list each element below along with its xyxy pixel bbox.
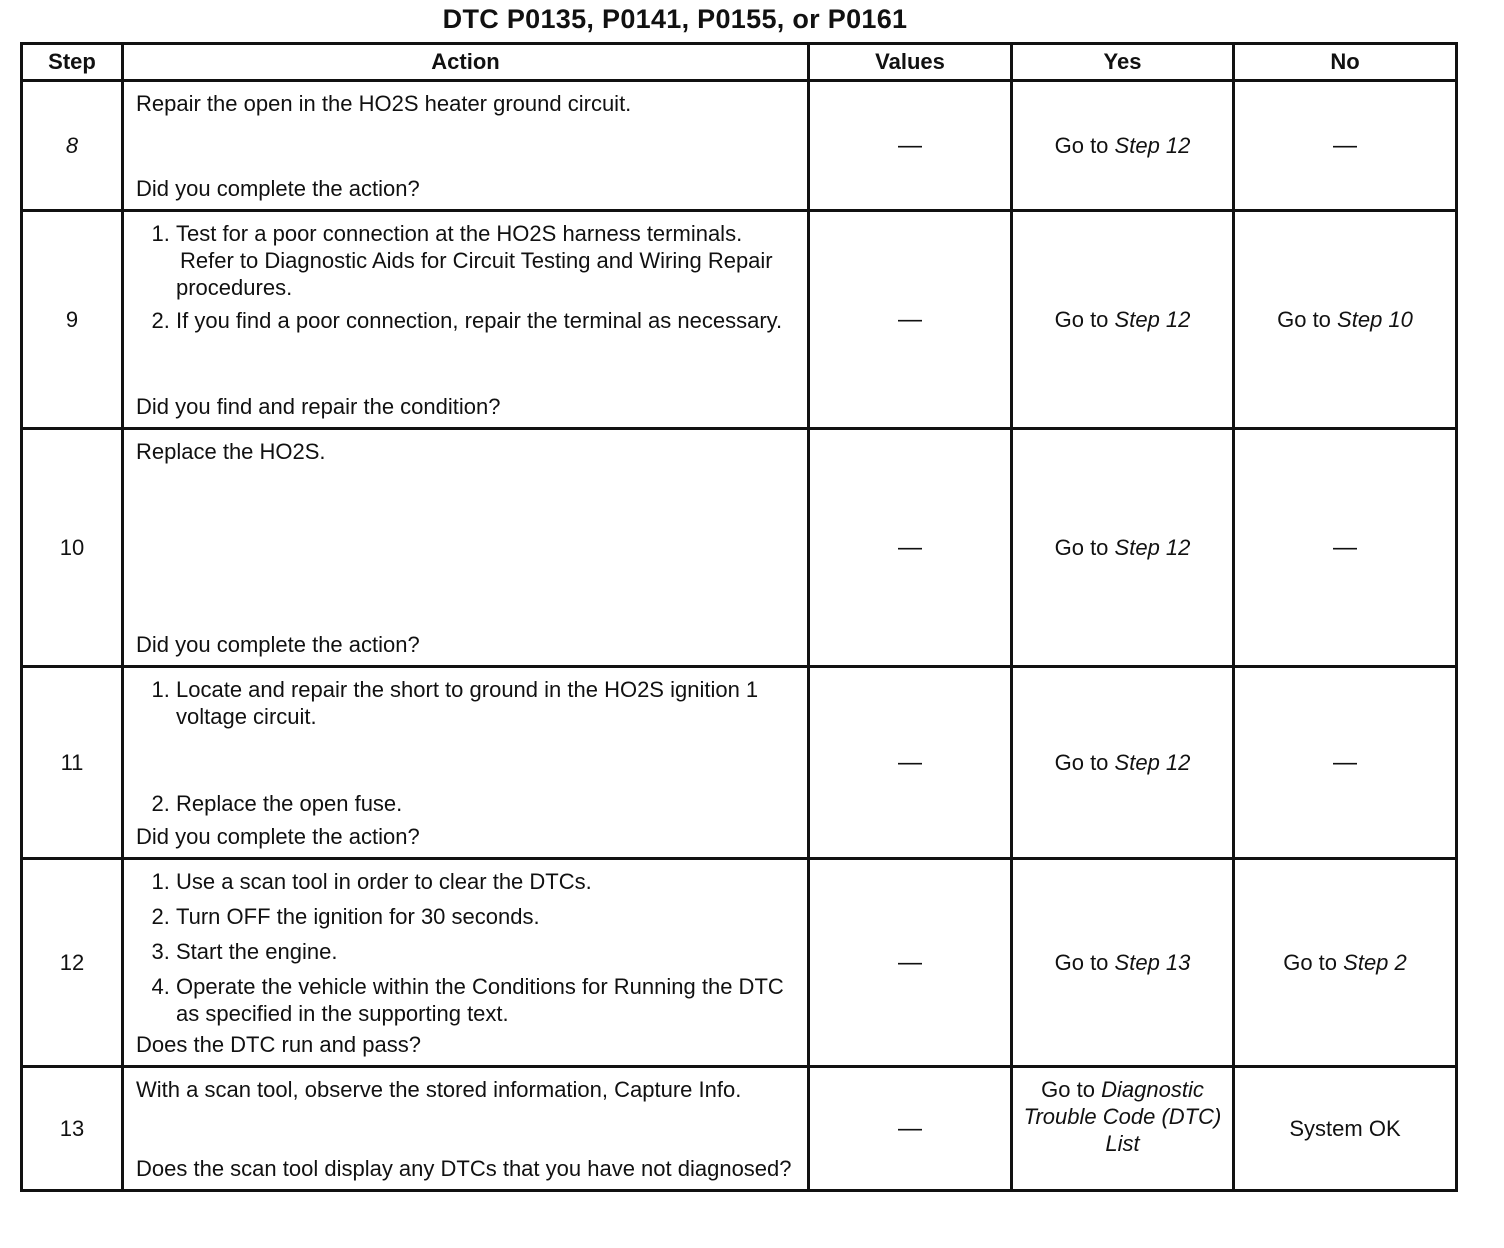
action-item: 4. Operate the vehicle within the Conditions for Running the DTC as specified in the supporting text. [176, 973, 797, 1027]
yes-cell [1012, 81, 1234, 211]
action-cell [123, 429, 809, 667]
step-number: 13 [22, 1067, 123, 1191]
col-header-action: Action [123, 44, 809, 81]
step-number: 11 [22, 667, 123, 859]
no-target-link[interactable]: Step 10 [1337, 307, 1413, 332]
yes-prefix: Go to [1054, 750, 1109, 775]
values-cell: — [809, 81, 1012, 211]
action-cell [123, 81, 809, 211]
no-cell: — [1234, 81, 1457, 211]
table-row [22, 429, 1457, 667]
action-intro: With a scan tool, observe the stored information, Capture Info. [136, 1076, 742, 1102]
step-number: 9 [22, 211, 123, 429]
no-cell [1234, 859, 1457, 1067]
no-prefix: Go to [1283, 950, 1338, 975]
action-intro: Repair the open in the HO2S heater ground circuit. [136, 90, 632, 116]
yes-cell [1012, 859, 1234, 1067]
table-row [22, 1067, 1457, 1191]
action-item: 1. Use a scan tool in order to clear the DTCs. [176, 868, 797, 895]
table-header-row [22, 44, 1457, 81]
col-header-no: No [1234, 44, 1457, 81]
table-row [22, 859, 1457, 1067]
dtc-table [20, 42, 1458, 1192]
action-cell [123, 211, 809, 429]
no-target-link[interactable]: Step 2 [1343, 950, 1407, 975]
page-title: DTC P0135, P0141, P0155, or P0161 [442, 4, 908, 34]
action-cell [123, 859, 809, 1067]
values-cell: — [809, 859, 1012, 1067]
yes-target-link[interactable]: Step 12 [1114, 750, 1191, 775]
yes-target-link[interactable]: Step 12 [1114, 133, 1191, 158]
action-item: 2. If you find a poor connection, repair the terminal as necessary. [176, 307, 797, 334]
values-cell: — [809, 429, 1012, 667]
action-item: 2. Replace the open fuse. [176, 790, 797, 817]
no-prefix: Go to [1277, 307, 1331, 332]
col-header-step: Step [22, 44, 123, 81]
yes-cell [1012, 211, 1234, 429]
no-cell: System OK [1234, 1067, 1457, 1191]
step-number: 8 [22, 81, 123, 211]
action-item: 1. Test for a poor connection at the HO2S harness terminals. Refer to Diagnostic Aids for Circuit Testing and Wiring Repair procedures. [176, 220, 797, 301]
yes-cell [1012, 429, 1234, 667]
table-row [22, 667, 1457, 859]
action-item: 1. Locate and repair the short to ground in the HO2S ignition 1 voltage circuit. [176, 676, 797, 730]
values-cell: — [809, 667, 1012, 859]
action-question: Did you complete the action? [136, 631, 420, 657]
action-question: Does the scan tool display any DTCs that you have not diagnosed? [136, 1155, 792, 1181]
yes-target-link[interactable]: Step 12 [1114, 307, 1191, 332]
action-item: 3. Start the engine. [176, 938, 797, 965]
table-row [22, 211, 1457, 429]
yes-cell [1012, 667, 1234, 859]
no-cell: — [1234, 429, 1457, 667]
yes-prefix: Go to [1054, 950, 1109, 975]
values-cell: — [809, 1067, 1012, 1191]
yes-target-link[interactable]: Step 12 [1114, 535, 1191, 560]
action-question: Does the DTC run and pass? [136, 1031, 421, 1057]
col-header-values: Values [809, 44, 1012, 81]
yes-target-link[interactable]: Diagnostic Trouble Code (DTC) List [1023, 1077, 1222, 1156]
no-cell: — [1234, 667, 1457, 859]
action-cell [123, 667, 809, 859]
col-header-yes: Yes [1012, 44, 1234, 81]
yes-target-link[interactable]: Step 13 [1114, 950, 1191, 975]
step-number: 12 [22, 859, 123, 1067]
no-cell [1234, 211, 1457, 429]
table-row [22, 81, 1457, 211]
action-intro: Replace the HO2S. [136, 438, 326, 464]
step-number: 10 [22, 429, 123, 667]
yes-prefix: Go to [1054, 535, 1109, 560]
action-question: Did you find and repair the condition? [136, 393, 501, 419]
yes-cell [1012, 1067, 1234, 1191]
action-note: Refer to Diagnostic Aids for Circuit Testing and Wiring Repair procedures. [176, 247, 773, 300]
action-question: Did you complete the action? [136, 823, 420, 849]
yes-prefix: Go to [1054, 307, 1109, 332]
action-item: 2. Turn OFF the ignition for 30 seconds. [176, 903, 797, 930]
yes-prefix: Go to [1041, 1077, 1095, 1102]
values-cell: — [809, 211, 1012, 429]
action-question: Did you complete the action? [136, 175, 420, 201]
yes-prefix: Go to [1054, 133, 1109, 158]
action-cell [123, 1067, 809, 1191]
